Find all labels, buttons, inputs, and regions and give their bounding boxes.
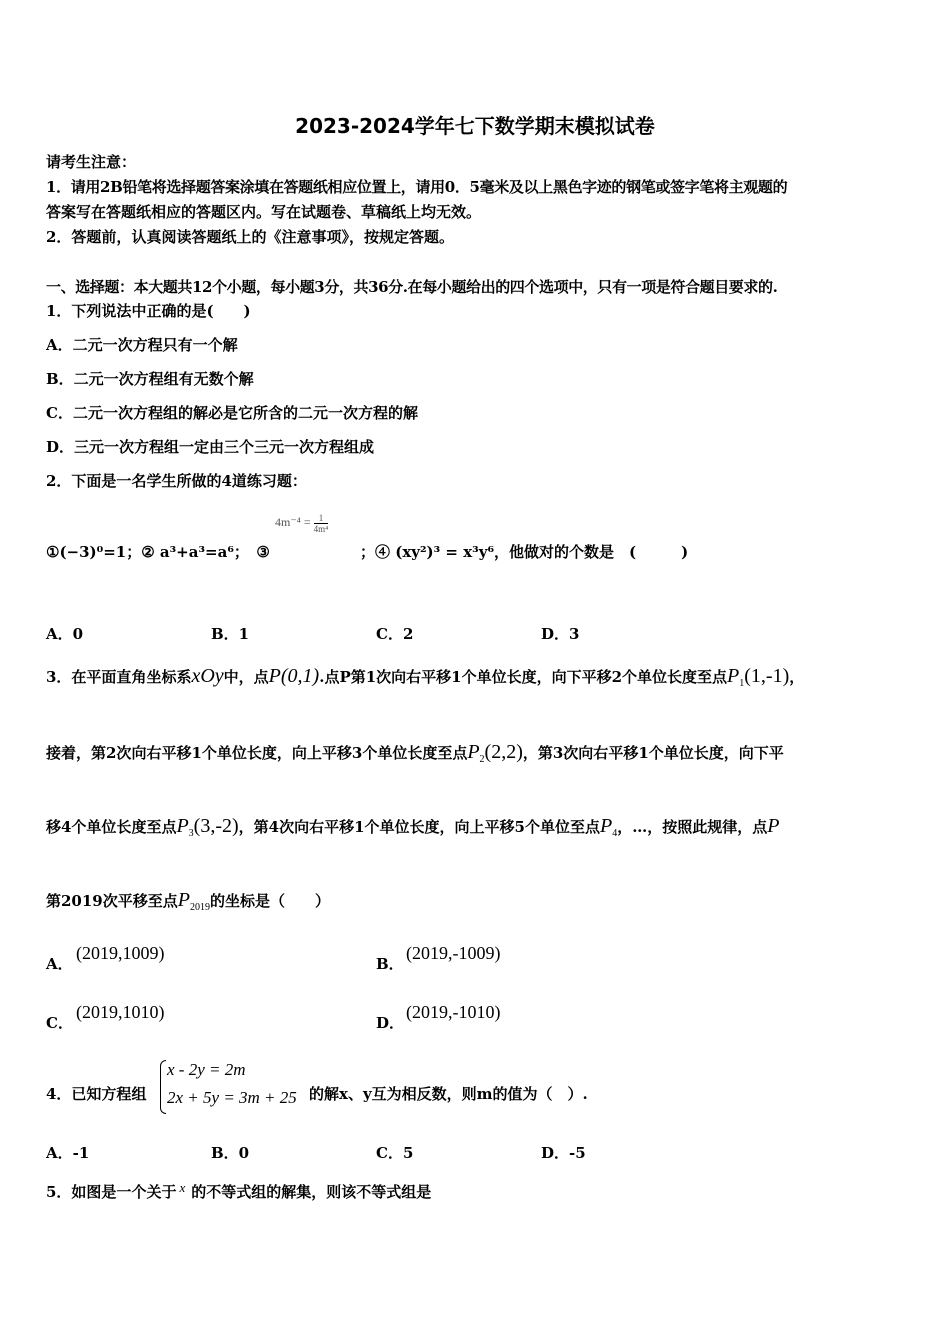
notice-item-1-line-1: 1．请用2B铅笔将选择题答案涂填在答题纸相应位置上，请用0．5毫米及以上黑色字迹的钢笔或签字笔将主观题的 [46,178,788,196]
q3-p3-coord: (3,-2) [193,815,239,837]
q4-option-b: B．0 [211,1144,250,1162]
q4-stem-end: 的解x、y互为相反数，则m的值为（ ）. [309,1085,588,1103]
q2-item3-lhs: 4m⁻⁴ = [275,515,311,529]
q3-text: 移4个单位长度至点 [46,818,177,836]
q4-option-d: D．-5 [541,1144,586,1162]
q3-point-p2: P [467,741,480,763]
q3-p1-subscript: 1 [739,678,745,689]
q1-option-d: D．三元一次方程组一定由三个三元一次方程组成 [46,438,375,456]
page-title: 2023-2024学年七下数学期末模拟试卷 [295,114,655,138]
q2-item3-denominator: 4m⁴ [313,523,329,534]
q3-point-p3: P [176,815,189,837]
q3-point-p-generic: P [767,815,780,837]
q2-items-right: ；④ (xy²)³ = x³y⁶，他做对的个数是 ( ) [360,543,689,561]
notice-item-1-line-2: 答案写在答题纸相应的答题区内。写在试题卷、草稿纸上均无效。 [46,203,482,221]
q2-option-b: B．1 [211,625,250,643]
q4-option-a: A．-1 [46,1144,90,1162]
q3-line-3 [46,810,779,850]
q3-text: 3．在平面直角坐标系 [46,668,192,686]
q3-line-1 [46,660,804,700]
q3-p4-subscript: 4 [612,828,618,839]
q3-option-c-label: C． [46,1014,73,1032]
q3-option-a-label: A． [46,955,73,973]
q2-item3-fraction [314,513,329,534]
q3-text: 接着，第2次向右平移1个单位长度，向上平移3个单位长度至点 [46,744,468,762]
q3-point-p4: P [599,815,613,837]
q1-option-c: C．二元一次方程组的解必是它所含的二元一次方程的解 [46,404,418,422]
q4-option-c: C．5 [376,1144,414,1162]
q5-text: 的不等式组的解集，则该不等式组是 [191,1183,432,1201]
q3-option-d: (2019,-1010) [406,1002,501,1022]
q3-option-c: (2019,1010) [76,1002,165,1022]
q3-p1-coord: (1,-1) [744,665,790,687]
q3-option-b: (2019,-1009) [406,943,501,963]
q3-option-b-label: B． [376,955,404,973]
q4-equation-2: 2x + 5y = 3m + 25 [167,1088,297,1107]
q1-stem: 1．下列说法中正确的是( ) [46,302,251,320]
q3-text: ，…，按照此规律，点 [617,818,768,836]
q1-option-b: B．二元一次方程组有无数个解 [46,370,254,388]
q3-text: ， [789,668,805,686]
q3-option-d-label: D． [376,1014,405,1032]
q3-p3-subscript: 3 [188,828,194,839]
q2-item3-formula [275,512,328,534]
q3-line-4 [46,884,330,924]
q2-items-left: ①(−3)⁰=1；② a³+a³=a⁶； ③ [46,543,270,561]
q3-point-p1: P [727,665,740,687]
q5-variable-x: x [179,1180,186,1195]
q3-text: ，第4次向右平移1个单位长度，向上平移5个单位至点 [238,818,600,836]
notice-item-2: 2．答题前，认真阅读答题纸上的《注意事项》，按规定答题。 [46,228,454,246]
q2-stem: 2．下面是一名学生所做的4道练习题： [46,472,307,490]
q3-p2-coord: (2,2) [484,741,523,763]
q4-system-brace [160,1060,166,1114]
q3-line-2 [46,736,784,776]
q3-xoy: xOy [191,665,224,687]
q3-point-p2019: P [177,889,190,911]
q3-text: 中，点 [223,668,269,686]
q2-option-d: D．3 [541,625,580,643]
section-1-heading: 一、选择题：本大题共12个小题，每小题3分，共36分.在每小题给出的四个选项中，只有一项是符合题目要求的. [46,278,778,296]
q1-option-a: A．二元一次方程只有一个解 [46,336,238,354]
q5-text: 5．如图是一个关于 [46,1183,177,1201]
q3-text: .点P第1次向右平移1个单位长度，向下平移2个单位长度至点 [319,668,728,686]
q2-option-a: A．0 [46,625,84,643]
q3-p2-subscript: 2 [479,754,485,765]
q4-equation-1: x - 2y = 2m [167,1060,246,1079]
q3-text: ，第3次向右平移1个单位长度，向下平 [522,744,784,762]
q2-option-c: C．2 [376,625,414,643]
q2-item3-numerator: 1 [314,513,329,524]
q5-stem [46,1178,431,1202]
q3-text: 第2019次平移至点 [46,892,178,910]
q4-stem-start: 4．已知方程组 [46,1085,147,1103]
notice-heading: 请考生注意： [46,153,137,171]
q3-text: 的坐标是（ ） [209,892,330,910]
q3-point-p: P(0,1) [268,665,320,687]
q3-option-a: (2019,1009) [76,943,165,963]
q3-p2019-subscript: 2019 [189,902,210,913]
